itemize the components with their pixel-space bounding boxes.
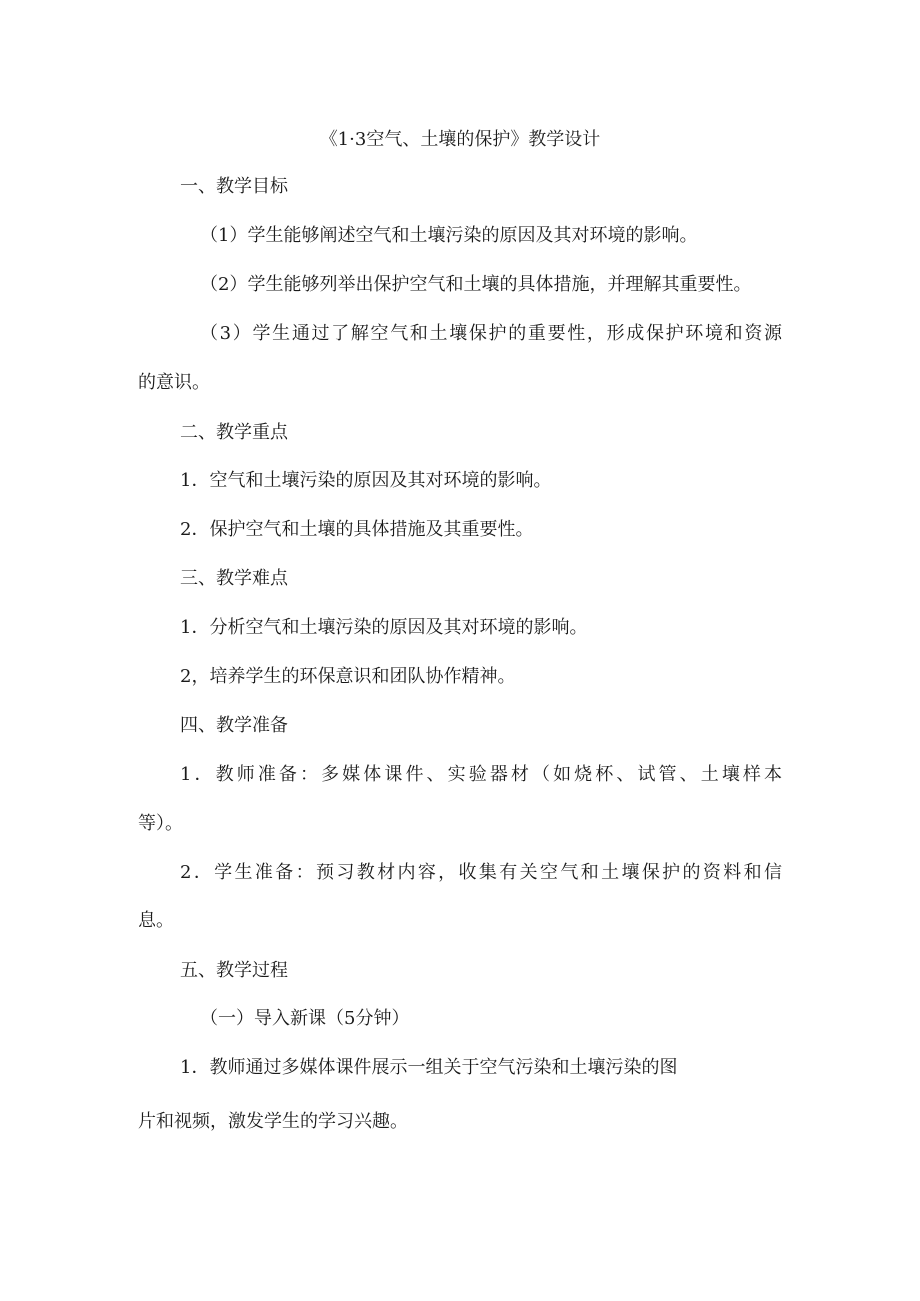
section-heading-difficulties: 三、教学难点 <box>180 568 288 589</box>
preparation-teacher: 1．教师准备：多媒体课件、实验器材（如烧杯、试管、土壤样本 <box>180 764 782 785</box>
preparation-teacher-continued: 等）。 <box>138 813 183 834</box>
key-point-1: 1．空气和土壤污染的原因及其对环境的影响。 <box>180 470 552 491</box>
document-title: 《1·3空气、土壤的保护》教学设计 <box>319 129 601 150</box>
process-item-1-continued: 片和视频，激发学生的学习兴趣。 <box>138 1111 408 1132</box>
section-heading-preparation: 四、教学准备 <box>180 715 288 736</box>
objective-3-continued: 的意识。 <box>138 372 210 393</box>
objective-1: （1）学生能够阐述空气和土壤污染的原因及其对环境的影响。 <box>200 225 698 246</box>
objective-3: （3）学生通过了解空气和土壤保护的重要性，形成保护环境和资源 <box>200 323 782 344</box>
process-step-intro: （一）导入新课（5分钟） <box>200 1008 410 1029</box>
section-heading-key-points: 二、教学重点 <box>180 422 288 443</box>
section-heading-process: 五、教学过程 <box>180 960 288 981</box>
preparation-student-continued: 息。 <box>138 910 174 931</box>
preparation-student: 2．学生准备：预习教材内容，收集有关空气和土壤保护的资料和信 <box>180 862 782 883</box>
difficulty-2: 2，培养学生的环保意识和团队协作精神。 <box>180 666 516 687</box>
difficulty-1: 1．分析空气和土壤污染的原因及其对环境的影响。 <box>180 617 588 638</box>
section-heading-objectives: 一、教学目标 <box>180 176 288 197</box>
key-point-2: 2．保护空气和土壤的具体措施及其重要性。 <box>180 519 534 540</box>
objective-2: （2）学生能够列举出保护空气和土壤的具体措施，并理解其重要性。 <box>200 274 752 295</box>
process-item-1: 1．教师通过多媒体课件展示一组关于空气污染和土壤污染的图 <box>180 1057 678 1078</box>
